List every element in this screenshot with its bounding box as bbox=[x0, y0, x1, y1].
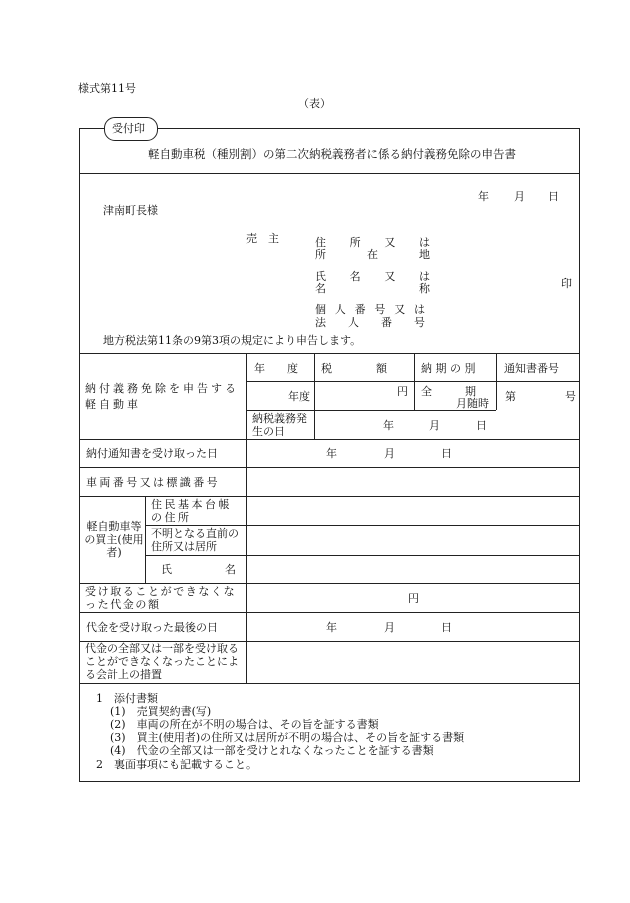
form-title: 軽自動車税（種別割）の第二次納税義務者に係る納付義務免除の申告書 bbox=[148, 147, 516, 161]
occurrence-month: 月 bbox=[429, 419, 440, 432]
addressee: 津南町長様 bbox=[103, 204, 158, 217]
header-notice-number: 通知書番号 bbox=[504, 362, 559, 375]
seller-id-label-2: 法 人 番 号 bbox=[315, 316, 425, 329]
tax-yen-unit: 円 bbox=[397, 385, 408, 398]
last-payment-label: 代金を受け取った最後の日 bbox=[86, 621, 218, 634]
seller-address-label-2: 所 在 地 bbox=[315, 248, 430, 261]
reception-stamp-label: 受付印 bbox=[112, 122, 145, 135]
seller-label: 売 主 bbox=[246, 232, 279, 245]
side-label: （表） bbox=[298, 97, 331, 110]
date-month: 月 bbox=[514, 190, 525, 203]
vehicle-number-label: 車両番号又は標識番号 bbox=[86, 476, 220, 489]
accounting-label: 代金の全部又は一部を受け取ることができなくなったことによる会計上の措置 bbox=[85, 642, 239, 681]
form-number: 様式第11号 bbox=[78, 82, 136, 95]
notice-go: 号 bbox=[565, 390, 576, 403]
notes-reverse-side: 2 裏面事項にも記載すること。 bbox=[96, 758, 257, 771]
period-full: 全 期 bbox=[421, 385, 476, 398]
period-anytime: 月随時 bbox=[456, 397, 489, 410]
occurrence-day: 日 bbox=[476, 419, 487, 432]
last-payment-month: 月 bbox=[384, 621, 395, 634]
header-fiscal-year: 年 度 bbox=[254, 362, 298, 375]
last-payment-day: 日 bbox=[441, 621, 452, 634]
notice-dai: 第 bbox=[505, 390, 516, 403]
notes-attachments-head: 1 添付書類 bbox=[96, 692, 158, 705]
seller-name-label-1: 氏 名 又 は bbox=[315, 270, 430, 283]
buyer-resident-address-label: 住民基本台帳の住所 bbox=[151, 498, 232, 524]
fiscal-year-unit: 年度 bbox=[288, 390, 310, 403]
notes-item-3: (3) 買主(使用者)の住所又は居所が不明の場合は、その旨を証する書類 bbox=[110, 731, 465, 744]
vehicle-label: 納付義務免除を申告する軽自動車 bbox=[85, 382, 239, 411]
uncollectable-label: 受け取ることができなくなった代金の額 bbox=[85, 585, 237, 611]
declaration-text: 地方税法第11条の9第3項の規定により申告します。 bbox=[103, 334, 362, 347]
seller-id-label-1: 個 人 番 号 又 は bbox=[315, 303, 425, 316]
notice-received-label: 納付通知書を受け取った日 bbox=[86, 447, 218, 460]
date-day: 日 bbox=[548, 190, 559, 203]
buyer-label: 軽自動車等の買主(使用者) bbox=[84, 520, 144, 559]
seal-mark: 印 bbox=[561, 277, 572, 290]
seller-name-label-2: 名 称 bbox=[315, 282, 430, 295]
notes-item-4: (4) 代金の全部又は一部を受けとれなくなったことを証する書類 bbox=[110, 744, 434, 757]
buyer-name-label: 氏 名 bbox=[161, 563, 236, 576]
occurrence-year: 年 bbox=[383, 419, 394, 432]
notice-received-day: 日 bbox=[441, 447, 452, 460]
uncollectable-yen: 円 bbox=[408, 592, 419, 605]
notice-received-month: 月 bbox=[384, 447, 395, 460]
notice-received-year: 年 bbox=[326, 447, 337, 460]
date-year: 年 bbox=[478, 190, 489, 203]
header-tax-amount: 税 額 bbox=[321, 362, 387, 375]
occurrence-label: 納税義務発生の日 bbox=[252, 412, 307, 438]
header-payment-period: 納 期 の 別 bbox=[421, 362, 476, 375]
buyer-last-known-label: 不明となる直前の住所又は居所 bbox=[151, 527, 239, 553]
last-payment-year: 年 bbox=[326, 621, 337, 634]
notes-item-1: (1) 売買契約書(写) bbox=[110, 705, 212, 718]
seller-address-label-1: 住 所 又 は bbox=[315, 236, 430, 249]
notes-item-2: (2) 車両の所在が不明の場合は、その旨を証する書類 bbox=[110, 718, 379, 731]
